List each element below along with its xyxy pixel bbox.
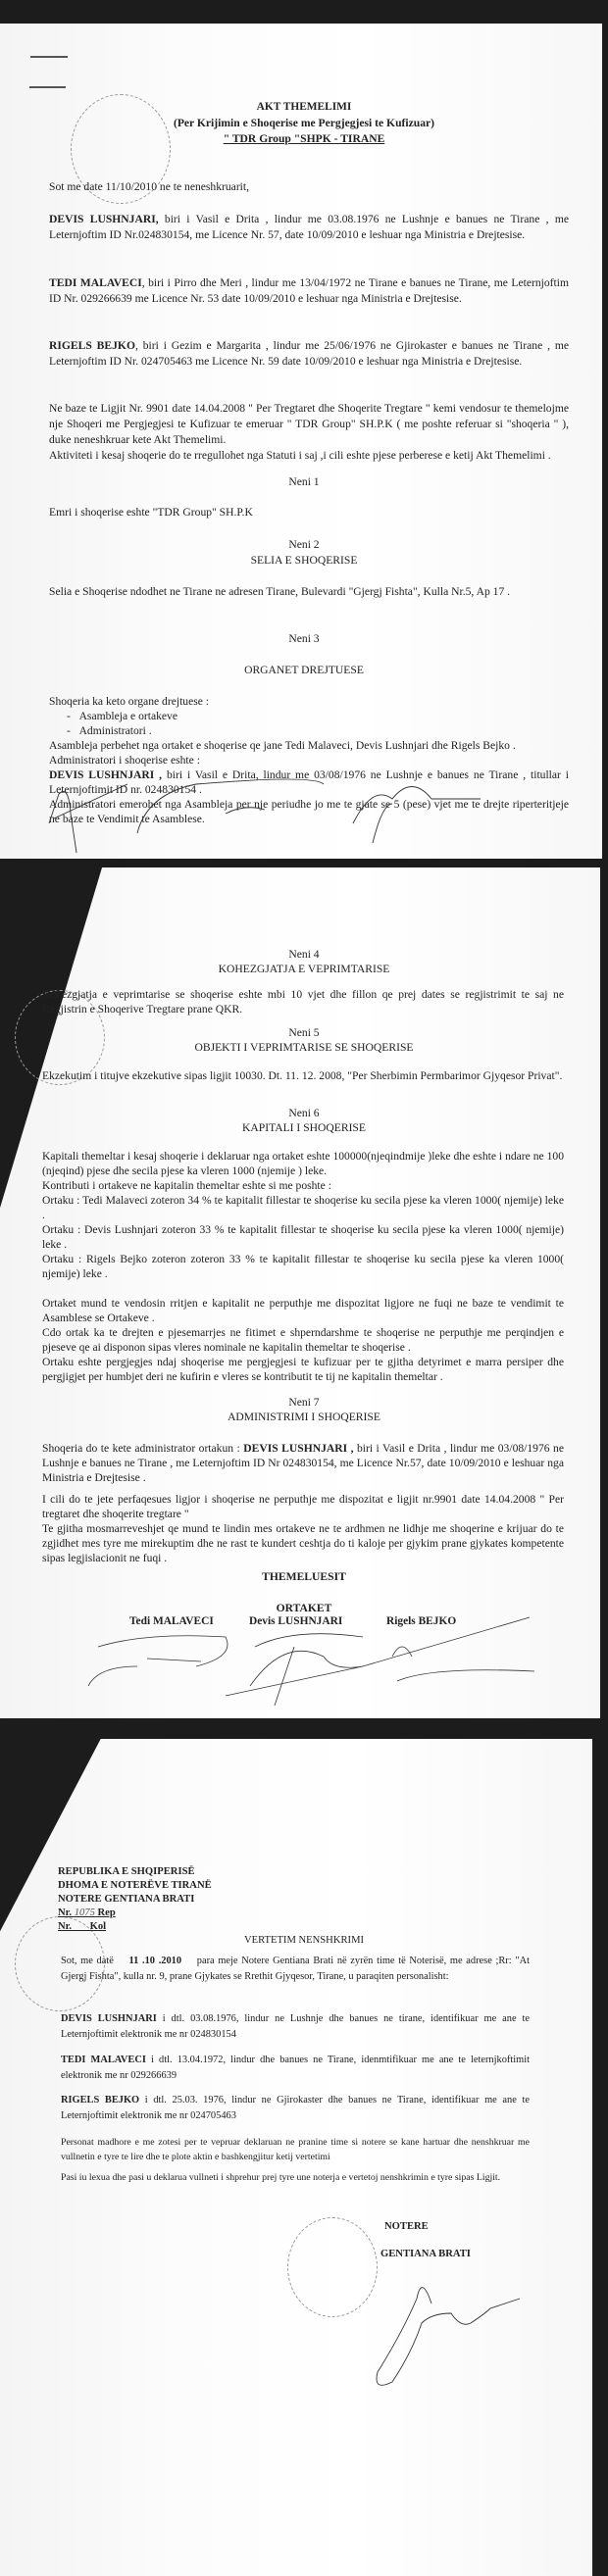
intro-lead: Sot, me datë bbox=[61, 1956, 118, 1966]
certification-title: VERTETIM NENSHKRIMI bbox=[243, 1935, 365, 1946]
article-5-text: Ekzekutim i titujve ekzekutive sipas ligjit 10030. Dt. 11. 12. 2008, "Per Sherbimin Permbarimor Gjyqesor Privat". bbox=[42, 1069, 563, 1082]
profits-clause: Cdo ortak ka te drejten e pjesemarrjes ne fitimet e shperndarshme te shoqerise ne perputhje me perqindjen e pjeseve qe ai disponon sipas vleres nominale ne kapitalin themeltar te shoqerise . bbox=[42, 1326, 564, 1354]
admin-name: DEVIS LUSHNJARI , bbox=[243, 1442, 354, 1455]
rep-label: Nr. bbox=[58, 1907, 73, 1918]
liability-clause: Ortaku eshte pergjegjes ndaj shoqerise me pergjegjesi te kufizuar per te gjitha detyrimet e marra persiper dhe pergjigjet per humbjet deri ne kufirin e vleres se kontributit te tij ne kapitalin themeltar . bbox=[42, 1356, 564, 1383]
intro-text: Sot me date 11/10/2010 ne te neneshkruarit, bbox=[49, 180, 250, 193]
admin-term: Administratori emerohet nga Asambleja per nje periudhe jo me te gjate se 5 (pese) vjet me te drejte riperteritjeje ne baze te Vendimit te Asamblese. bbox=[49, 798, 569, 825]
founder-details: , biri i Pirro dhe Meri , lindur me 13/04/1972 ne Tirane e banues ne Tirane, me Leternjoftim ID Nr. 029266639 me Licence Nr. 53 date 10/09/2010 e leshuar nga Ministria e Drejtesise. bbox=[49, 276, 569, 305]
admin-lead: Shoqeria do te kete administrator ortakun : bbox=[42, 1442, 244, 1455]
article-heading: Neni 1 bbox=[288, 475, 320, 488]
article-5-heading: Neni 5 bbox=[288, 1026, 320, 1039]
founder-details: , biri i Gezim e Margarita , lindur me 25/06/1976 ne Gjirokaster e banues ne Tirane , me Leternjoftim ID Nr. 024705463 me Licence Nr. 59 date 10/09/2010 e leshuar nga Ministria e Drejtesise. bbox=[49, 339, 569, 368]
partners-heading: ORTAKET bbox=[276, 1602, 332, 1614]
certification-date: 11 .10 .2010 bbox=[128, 1956, 182, 1966]
founders-heading: THEMELUESIT bbox=[262, 1570, 346, 1583]
disputes-clause: Te gjitha mosmarreveshjet qe mund te lindin mes ortakeve ne te ardhmen ne lidhje me shoqerine e krijuar do te zgjidhet mes tyre me mirekuptim dhe ne rast te kundert ceshtja do ti kaloje per gjykim prane gjykates kompetente sipas legjislacionit ne fuqi . bbox=[42, 1522, 564, 1564]
article-4-heading: Neni 4 bbox=[288, 948, 320, 961]
article-4-text: Kohezgjatja e veprimtarise se shoqerise eshte mbi 10 vjet dhe fillon qe prej dates se regjistrimit te saj ne Regjistrin e Shoqerive Tregtare prane QKR. bbox=[42, 988, 564, 1016]
person-name: RIGELS BEJKO bbox=[61, 2095, 140, 2105]
notary-title: NOTERE bbox=[384, 2221, 429, 2232]
share-item: Ortaku : Devis Lushnjari zoteron 33 % te kapitalit fillestar te shoqerise ku secila pjese ka vleren 1000( njemije) leke . bbox=[42, 1223, 564, 1251]
organs-intro: Shoqeria ka keto organe drejtuese : bbox=[49, 695, 210, 708]
founder-name: RIGELS BEJKO bbox=[49, 339, 135, 352]
activity-clause: Aktiviteti i kesaj shoqerie do te rregullohet nga Statuti i saj ,i cili eshte pjese perberese e ketij Akt Themelimi . bbox=[49, 449, 551, 462]
founder-details: biri i Vasil e Drita , lindur me 03.08.1976 ne Lushnje e banues ne Tirane , me Leternjoftim ID Nr.024830154, me Licence Nr. 57, date 10/09/2010 e leshuar nga Ministria e Drejtesise. bbox=[49, 213, 569, 241]
article-4-title: KOHEZGJATJA E VEPRIMTARISE bbox=[218, 963, 390, 975]
declaration-text: Personat madhore e me zotesi per te vepruar deklaruan ne pranine time si notere se kane hartuar dhe nenshkruar me vullnetin e tyre te lire dhe te plote aktin e bashkengjitur ketij vertetimi bbox=[61, 2137, 530, 2162]
article-1-text: Emri i shoqerise eshte "TDR Group" SH.P.K bbox=[49, 506, 253, 519]
article-7-heading: Neni 7 bbox=[288, 1396, 320, 1409]
certification-text: Pasi iu lexua dhe pasi u deklarua vullneti i shprehur prej tyre une noterja e vertetoj nenshkrimin e tyre sipas Ligjit. bbox=[61, 2172, 501, 2183]
header-line: DHOMA E NOTERËVE TIRANË bbox=[58, 1880, 212, 1891]
person-details: i dtl. 03.08.1976, lindur ne Lushnje dhe banues ne tirane, identifikuar me ane te Leternjoftimit elektronik me nr 024830154 bbox=[61, 2013, 531, 2040]
document-subtitle: (Per Krijimin e Shoqerise me Pergjegjesi te Kufizuar) bbox=[173, 117, 435, 129]
person-details: i dtl. 25.03. 1976, lindur ne Gjirokaster dhe banues ne Tirane, identifikuar me ane te Leternjoftimit elektronik me nr 024705463 bbox=[61, 2095, 530, 2121]
article-3-heading: Neni 3 bbox=[288, 632, 320, 645]
intro-rest: para meje Notere Gentiana Brati në zyrën time të Noterisë, me adrese ;Rr: "At Gjergj Fishta", kulla nr. 9, prane Gjykates se Rrethit Gjyqesor, Tirane, u paraqiten personalisht: bbox=[61, 1956, 530, 1982]
header-line: NOTERE GENTIANA BRATI bbox=[58, 1894, 195, 1905]
notary-name: GENTIANA BRATI bbox=[380, 2249, 471, 2259]
rep-number: 1075 bbox=[74, 1907, 95, 1918]
company-name: " TDR Group "SHPK - TIRANE bbox=[223, 132, 385, 145]
rep-suffix: Rep bbox=[97, 1907, 116, 1918]
organ-label: Asambleja e ortakeve bbox=[78, 710, 177, 722]
article-6-heading: Neni 6 bbox=[288, 1107, 320, 1119]
assembly-text: Asambleja perbehet nga ortaket e shoqerise qe jane Tedi Malaveci, Devis Lushnjari dhe Rigels Bejko . bbox=[49, 739, 516, 752]
founder-name: TEDI MALAVECI bbox=[49, 276, 142, 289]
organ-item: - Asambleja e ortakeve bbox=[67, 710, 177, 722]
legal-basis: Ne baze te Ligjit Nr. 9901 date 14.04.2008 " Per Tregtaret dhe Shoqerite Tregtare " kemi vendosur te themelojme nje Shoqeri me Pergjegjesi te Kufizuar te emeruar " TDR Group" SH.P.K ( me poshte referuar si "shoqeria " ), duke neneshkruar kete Akt Themelimi. bbox=[49, 402, 569, 446]
share-item: Ortaku : Tedi Malaveci zoteron 34 % te kapitalit fillestar te shoqerise ku secila pjese ka vleren 1000( njemije) leke . bbox=[42, 1194, 564, 1221]
article-2-heading: Neni 2 bbox=[288, 538, 320, 551]
signatory-name: Devis LUSHNJARI bbox=[249, 1615, 343, 1627]
admin-details: biri i Vasil e Drita , lindur me 03/08/1976 ne Lushnje e banues ne Tirane , me Leternjoftim ID Nr 024830154, me Licence Nr.57, date 10/09/2010 e leshuar nga Ministria e Drejtesise . bbox=[42, 1442, 564, 1484]
contribution-intro: Kontributi i ortakeve ne kapitalin themeltar eshte si me poshte : bbox=[42, 1179, 331, 1192]
article-5-title: OBJEKTI I VEPRIMTARISE SE SHOQERISE bbox=[194, 1041, 414, 1054]
article-6-title: KAPITALI I SHOQERISE bbox=[242, 1121, 366, 1134]
person-details: i dtl. 13.04.1972, lindur dhe banues ne Tirane, idenmtifikuar me ane te leternjkoftimit elektronik me nr 029266639 bbox=[61, 2055, 530, 2081]
organ-item: - Administratori . bbox=[67, 724, 152, 737]
header-line: REPUBLIKA E SHQIPERISË bbox=[58, 1866, 195, 1877]
capital-increase: Ortaket mund te vendosin rritjen e kapitalit ne perputhje me dispozitat ligjore ne fuqi ne baze te vendimit te Asamblese se Ortakeve . bbox=[42, 1297, 564, 1324]
admin-name: DEVIS LUSHNJARI , bbox=[49, 768, 163, 781]
person-name: TEDI MALAVECI bbox=[61, 2055, 146, 2065]
person-name: DEVIS LUSHNJARI bbox=[61, 2013, 157, 2024]
signatory-name: Rigels BEJKO bbox=[386, 1615, 457, 1627]
founder-name: DEVIS LUSHNJARI, bbox=[49, 213, 159, 225]
article-2-title: SELIA E SHOQERISE bbox=[250, 554, 358, 567]
capital-text: Kapitali themeltar i kesaj shoqerie i deklaruar nga ortaket eshte 100000(njeqindmije )leke dhe eshte i ndare ne 100 (njeqind) pjese dhe secila pjese ka vleren 1000 (njemije ) leke. bbox=[42, 1150, 564, 1177]
share-item: Ortaku : Rigels Bejko zoteron zoteron 33 % te kapitalit fillestar te shoqerise ku secila pjese ka vleren 1000( njemije) leke . bbox=[42, 1253, 564, 1280]
article-7-title: ADMINISTRIMI I SHOQERISE bbox=[228, 1411, 380, 1423]
representative-clause: I cili do te jete perfaqesues ligjor i shoqerise ne perputhje me dispozitat e ligjit nr.9901 date 14.04.2008 " Per tregtaret dhe shoqerite tregtare " bbox=[42, 1493, 564, 1520]
kol-label: Nr. bbox=[58, 1921, 73, 1932]
admin-label: Administratori i shoqerise eshte : bbox=[49, 754, 200, 767]
organ-label: Administratori . bbox=[78, 724, 152, 737]
signatory-name: Tedi MALAVECI bbox=[129, 1615, 214, 1627]
document-title: AKT THEMELIMI bbox=[256, 101, 352, 113]
admin-details: biri i Vasil e Drita, lindur me 03/08/1976 ne Lushnje e banues ne Tirane , titullar i Leternjoftimit ID nr. 024830154 . bbox=[49, 768, 569, 796]
article-3-title: ORGANET DREJTUESE bbox=[244, 664, 364, 676]
kol-suffix: Kol bbox=[89, 1921, 107, 1932]
article-2-text: Selia e Shoqerise ndodhet ne Tirane ne adresen Tirane, Bulevardi "Gjergj Fishta", Kulla Nr.5, Ap 17 . bbox=[49, 585, 511, 598]
